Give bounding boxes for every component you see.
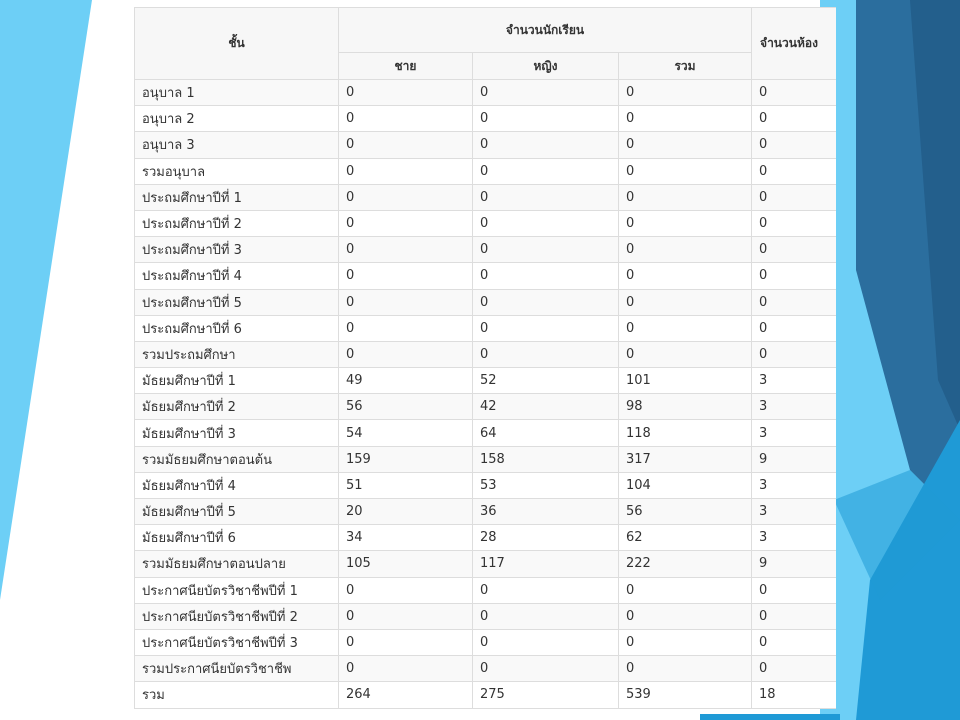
- cell-male: 264: [339, 682, 473, 708]
- cell-total: 539: [619, 682, 752, 708]
- cell-total: 0: [619, 237, 752, 263]
- cell-rooms: 0: [752, 184, 836, 210]
- header-students: จำนวนนักเรียน: [339, 8, 752, 53]
- cell-rooms: 0: [752, 263, 836, 289]
- cell-male: 51: [339, 472, 473, 498]
- cell-level: ประกาศนียบัตรวิชาชีพปีที่ 3: [135, 629, 339, 655]
- bottom-accent: [700, 714, 840, 720]
- cell-male: 0: [339, 80, 473, 106]
- cell-total: 0: [619, 656, 752, 682]
- cell-level: มัธยมศึกษาปีที่ 5: [135, 499, 339, 525]
- cell-rooms: 3: [752, 525, 836, 551]
- right-facet-navy: [910, 0, 960, 430]
- cell-level: รวมประถมศึกษา: [135, 341, 339, 367]
- table-row: [135, 551, 837, 577]
- cell-total: 317: [619, 446, 752, 472]
- cell-female: 36: [473, 499, 619, 525]
- cell-level: รวมอนุบาล: [135, 158, 339, 184]
- cell-female: 53: [473, 472, 619, 498]
- cell-female: 0: [473, 184, 619, 210]
- cell-male: 0: [339, 577, 473, 603]
- cell-male: 0: [339, 341, 473, 367]
- cell-rooms: 0: [752, 577, 836, 603]
- cell-rooms: 0: [752, 289, 836, 315]
- cell-total: 101: [619, 368, 752, 394]
- cell-total: 0: [619, 106, 752, 132]
- table-row: [135, 132, 837, 158]
- cell-rooms: 0: [752, 629, 836, 655]
- cell-total: 98: [619, 394, 752, 420]
- cell-male: 20: [339, 499, 473, 525]
- table-row: [135, 210, 837, 236]
- enrollment-table-container: [134, 7, 836, 709]
- cell-rooms: 0: [752, 237, 836, 263]
- cell-rooms: 9: [752, 446, 836, 472]
- cell-level: มัธยมศึกษาปีที่ 4: [135, 472, 339, 498]
- cell-rooms: 9: [752, 551, 836, 577]
- cell-total: 0: [619, 158, 752, 184]
- cell-female: 52: [473, 368, 619, 394]
- cell-female: 0: [473, 237, 619, 263]
- cell-level: ประถมศึกษาปีที่ 6: [135, 315, 339, 341]
- table-row: [135, 525, 837, 551]
- cell-male: 0: [339, 210, 473, 236]
- cell-total: 0: [619, 184, 752, 210]
- cell-level: ประถมศึกษาปีที่ 3: [135, 237, 339, 263]
- cell-male: 54: [339, 420, 473, 446]
- cell-rooms: 0: [752, 158, 836, 184]
- cell-level: ประถมศึกษาปีที่ 2: [135, 210, 339, 236]
- cell-total: 0: [619, 132, 752, 158]
- table-row: [135, 80, 837, 106]
- table-row: [135, 682, 837, 708]
- cell-total: 0: [619, 210, 752, 236]
- cell-female: 0: [473, 263, 619, 289]
- table-row: [135, 577, 837, 603]
- cell-rooms: 0: [752, 80, 836, 106]
- cell-female: 0: [473, 132, 619, 158]
- table-row: [135, 341, 837, 367]
- table-row: [135, 263, 837, 289]
- bottom-accent-bar: [700, 714, 840, 720]
- cell-level: อนุบาล 1: [135, 80, 339, 106]
- cell-rooms: 0: [752, 106, 836, 132]
- table-row: [135, 158, 837, 184]
- cell-male: 34: [339, 525, 473, 551]
- cell-rooms: 3: [752, 472, 836, 498]
- cell-female: 0: [473, 603, 619, 629]
- cell-level: ประถมศึกษาปีที่ 1: [135, 184, 339, 210]
- cell-rooms: 3: [752, 394, 836, 420]
- left-wedge-shape: [0, 0, 92, 600]
- cell-total: 104: [619, 472, 752, 498]
- cell-total: 56: [619, 499, 752, 525]
- cell-total: 222: [619, 551, 752, 577]
- cell-female: 64: [473, 420, 619, 446]
- cell-rooms: 0: [752, 603, 836, 629]
- cell-total: 118: [619, 420, 752, 446]
- cell-female: 117: [473, 551, 619, 577]
- cell-rooms: 0: [752, 132, 836, 158]
- table-row: [135, 446, 837, 472]
- cell-male: 0: [339, 106, 473, 132]
- table-row: [135, 629, 837, 655]
- cell-rooms: 0: [752, 210, 836, 236]
- header-male: ชาย: [339, 53, 473, 80]
- cell-rooms: 3: [752, 499, 836, 525]
- cell-female: 0: [473, 315, 619, 341]
- cell-total: 0: [619, 80, 752, 106]
- table-row: [135, 184, 837, 210]
- cell-level: ประกาศนียบัตรวิชาชีพปีที่ 2: [135, 603, 339, 629]
- cell-rooms: 0: [752, 315, 836, 341]
- cell-male: 105: [339, 551, 473, 577]
- cell-level: รวม: [135, 682, 339, 708]
- cell-level: อนุบาล 3: [135, 132, 339, 158]
- right-facet-mid-2: [834, 470, 960, 600]
- cell-male: 0: [339, 263, 473, 289]
- cell-rooms: 0: [752, 656, 836, 682]
- cell-level: มัธยมศึกษาปีที่ 2: [135, 394, 339, 420]
- cell-female: 28: [473, 525, 619, 551]
- header-female: หญิง: [473, 53, 619, 80]
- right-facet-light: [820, 0, 960, 720]
- cell-female: 0: [473, 210, 619, 236]
- cell-female: 0: [473, 106, 619, 132]
- table-row: [135, 603, 837, 629]
- table-row: [135, 315, 837, 341]
- cell-male: 49: [339, 368, 473, 394]
- left-decoration: [0, 0, 95, 720]
- cell-level: ประถมศึกษาปีที่ 4: [135, 263, 339, 289]
- cell-total: 0: [619, 603, 752, 629]
- cell-male: 159: [339, 446, 473, 472]
- cell-level: อนุบาล 2: [135, 106, 339, 132]
- table-row: [135, 106, 837, 132]
- table-row: [135, 237, 837, 263]
- cell-female: 0: [473, 629, 619, 655]
- cell-total: 0: [619, 577, 752, 603]
- cell-total: 0: [619, 263, 752, 289]
- right-facet-mid: [856, 420, 960, 720]
- cell-rooms: 3: [752, 420, 836, 446]
- cell-rooms: 0: [752, 341, 836, 367]
- cell-level: มัธยมศึกษาปีที่ 3: [135, 420, 339, 446]
- cell-male: 0: [339, 184, 473, 210]
- cell-level: รวมประกาศนียบัตรวิชาชีพ: [135, 656, 339, 682]
- table-row: [135, 472, 837, 498]
- cell-male: 0: [339, 132, 473, 158]
- enrollment-table: [134, 7, 836, 709]
- cell-rooms: 18: [752, 682, 836, 708]
- cell-level: ประถมศึกษาปีที่ 5: [135, 289, 339, 315]
- cell-female: 158: [473, 446, 619, 472]
- cell-female: 0: [473, 80, 619, 106]
- cell-level: มัธยมศึกษาปีที่ 1: [135, 368, 339, 394]
- cell-male: 0: [339, 158, 473, 184]
- cell-male: 0: [339, 237, 473, 263]
- table-row: [135, 289, 837, 315]
- header-rooms: จำนวนห้อง: [752, 8, 836, 80]
- right-facet-dark: [856, 0, 960, 520]
- cell-total: 0: [619, 315, 752, 341]
- cell-male: 56: [339, 394, 473, 420]
- cell-level: มัธยมศึกษาปีที่ 6: [135, 525, 339, 551]
- table-row: [135, 368, 837, 394]
- cell-level: ประกาศนียบัตรวิชาชีพปีที่ 1: [135, 577, 339, 603]
- cell-female: 275: [473, 682, 619, 708]
- cell-total: 0: [619, 629, 752, 655]
- cell-male: 0: [339, 315, 473, 341]
- cell-female: 0: [473, 341, 619, 367]
- right-decoration: [820, 0, 960, 720]
- cell-male: 0: [339, 289, 473, 315]
- cell-level: รวมมัธยมศึกษาตอนต้น: [135, 446, 339, 472]
- cell-total: 0: [619, 341, 752, 367]
- cell-female: 0: [473, 656, 619, 682]
- table-row: [135, 394, 837, 420]
- cell-female: 0: [473, 158, 619, 184]
- cell-female: 0: [473, 289, 619, 315]
- cell-total: 0: [619, 289, 752, 315]
- header-total: รวม: [619, 53, 752, 80]
- table-body: [135, 80, 837, 709]
- table-row: [135, 499, 837, 525]
- cell-female: 0: [473, 577, 619, 603]
- table-row: [135, 656, 837, 682]
- cell-female: 42: [473, 394, 619, 420]
- cell-male: 0: [339, 656, 473, 682]
- table-row: [135, 420, 837, 446]
- cell-male: 0: [339, 603, 473, 629]
- header-level: ชั้น: [135, 8, 339, 80]
- cell-male: 0: [339, 629, 473, 655]
- cell-level: รวมมัธยมศึกษาตอนปลาย: [135, 551, 339, 577]
- cell-total: 62: [619, 525, 752, 551]
- cell-rooms: 3: [752, 368, 836, 394]
